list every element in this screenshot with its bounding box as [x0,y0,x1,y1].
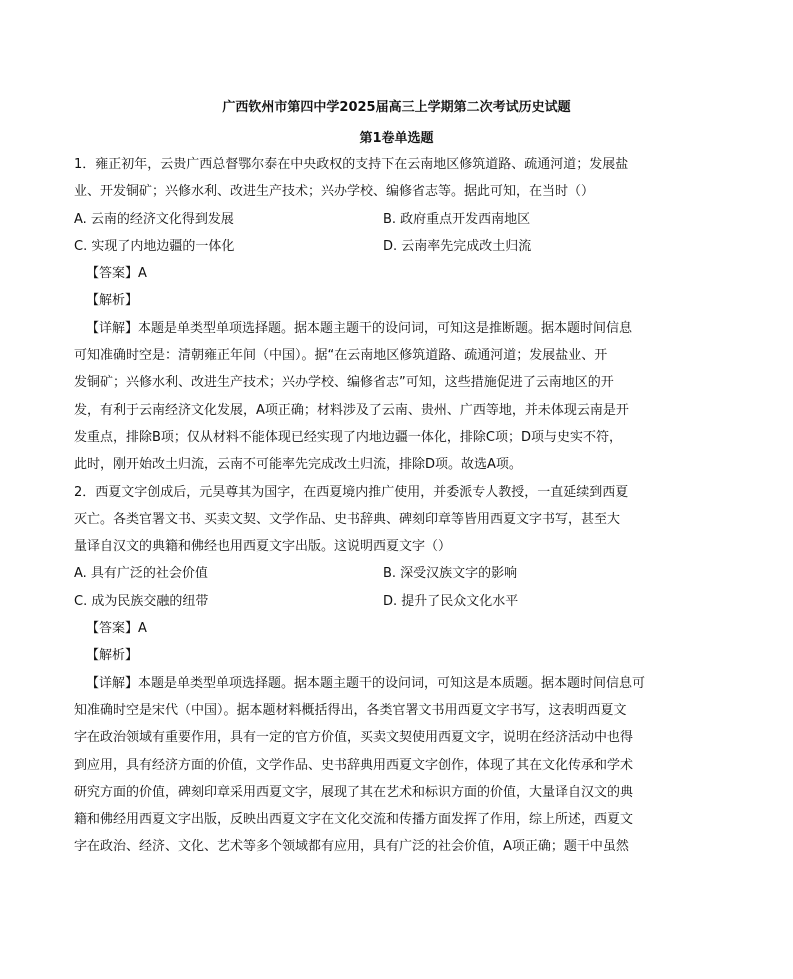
option-d: D. 提升了民众文化水平 [383,593,519,609]
option-b: B. 政府重点开发西南地区 [383,211,531,227]
question-2 [74,479,722,861]
option-d: D. 云南率先完成改土归流 [383,238,532,254]
detail-line: 到应用，具有经济方面的价值，文学作品、史书辞典用西夏文字创作，体现了其在文化传承和学术 [74,757,634,773]
question-2-stem-line-2: 灭亡。各类官署文书、买卖文契、文学作品、史书辞典、碑刻印章等皆用西夏文字书写，甚至大 [74,511,621,527]
detail-line: 【详解】本题是单类型单项选择题。据本题主题干的设问词，可知这是本质题。据本题时间信息可 [86,675,646,691]
detail-line: 发，有利于云南经济文化发展，A项正确；材料涉及了云南、贵州、广西等地，并未体现云南是开 [74,402,629,418]
option-a: A. 具有广泛的社会价值 [74,566,208,582]
detail-line: 籍和佛经用西夏文字出版，反映出西夏文字在文化交流和传播方面发挥了作用，综上所述，西夏文 [74,812,634,828]
analysis-label: 【解析】 [86,648,139,664]
detail-line: 发铜矿；兴修水利、改进生产技术；兴办学校、编修省志”可知，这些措施促进了云南地区的开 [74,375,614,391]
answer-label: 【答案】A [86,266,147,282]
detail-line: 【详解】本题是单类型单项选择题。据本题主题干的设问词，可知这是推断题。据本题时间信息 [86,320,633,336]
detail-line: 字在政治、经济、文化、艺术等多个领域都有应用，具有广泛的社会价值，A项正确；题干中虽然 [74,839,629,855]
question-2-stem-line-3: 量译自汉文的典籍和佛经也用西夏文字出版。这说明西夏文字（） [74,539,452,555]
question-1 [74,151,722,479]
question-2-options [74,560,722,615]
section-title: 第1卷单选题 [359,131,434,146]
detail-line: 发重点，排除B项；仅从材料不能体现已经实现了内地边疆一体化，排除C项；D项与史实不符， [74,429,623,445]
option-c: C. 成为民族交融的纽带 [74,593,209,609]
document-body [74,151,722,861]
question-2-stem-line-1: 2．西夏文字创成后，元昊尊其为国字，在西夏境内推广使用，并委派专人教授，一直延续到西夏 [74,484,629,500]
question-1-options [74,206,722,261]
question-1-stem-line-1: 1．雍正初年，云贵广西总督鄂尔泰在中央政权的支持下在云南地区修筑道路、疏通河道；发展盐 [74,157,629,172]
detail-line: 研究方面的价值，碑刻印章采用西夏文字，展现了其在艺术和标识方面的价值，大量译自汉文的典 [74,784,634,800]
option-a: A. 云南的经济文化得到发展 [74,211,234,227]
question-1-stem-line-2: 业、开发铜矿；兴修水利、改进生产技术；兴办学校、编修省志等。据此可知，在当时（） [74,184,595,200]
detail-line: 可知准确时空是：清朝雍正年间（中国）。据“在云南地区修筑道路、疏通河道；发展盐业、开 [74,348,608,364]
detail-line: 字在政治领域有重要作用，具有一定的官方价值，买卖文契使用西夏文字，说明在经济活动中也得 [74,730,634,746]
option-b: B. 深受汉族文字的影响 [383,566,518,582]
document-title: 广西钦州市第四中学2025届高三上学期第二次考试历史试题 [222,100,571,115]
analysis-label: 【解析】 [86,293,139,309]
detail-line: 知准确时空是宋代（中国）。据本题材料概括得出，各类官署文书用西夏文字书写，这表明西夏文 [74,702,627,718]
answer-label: 【答案】A [86,621,147,637]
detail-line: 此时，刚开始改土归流，云南不可能率先完成改土归流，排除D项。故选A项。 [74,457,522,473]
option-c: C. 实现了内地边疆的一体化 [74,238,235,254]
